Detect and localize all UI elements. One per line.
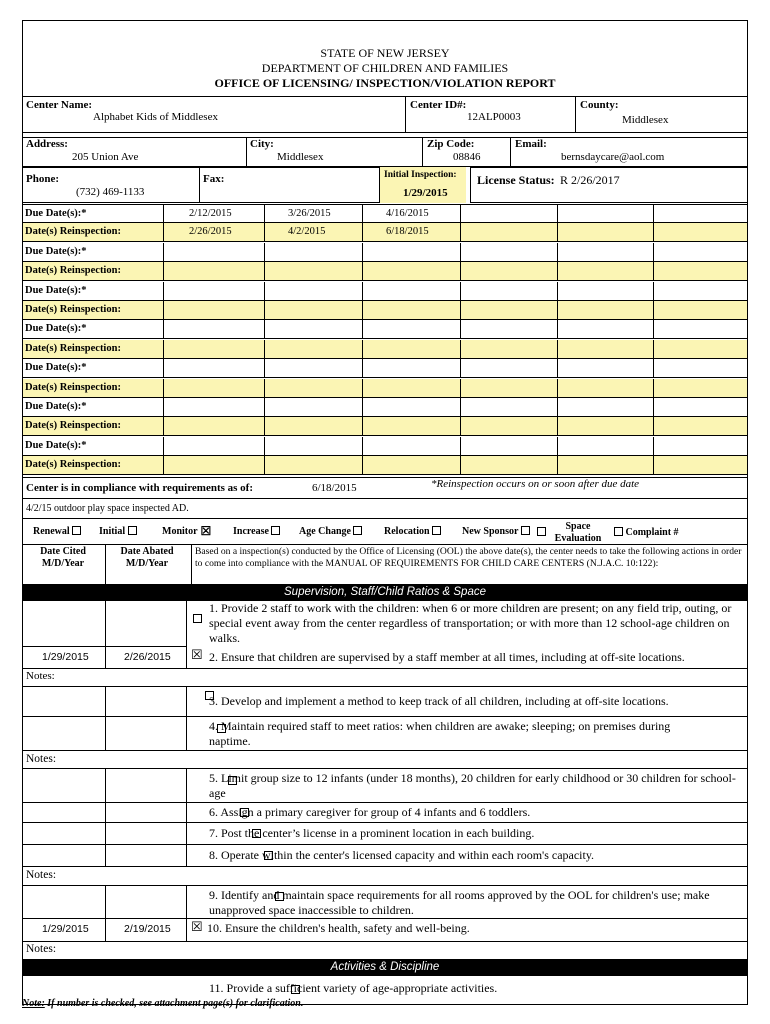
due-date-row	[22, 359, 748, 378]
county-value: Middlesex	[622, 114, 669, 126]
section-supervision-header: Supervision, Staff/Child Ratios & Space	[22, 584, 748, 601]
date-cited-header: Date Cited M/D/Year	[40, 546, 86, 569]
item-6-text: 6. Assign a primary caregiver for group of 4 infants and 6 toddlers.	[209, 805, 531, 819]
compliance-label: Center is in compliance with requirements as of:	[26, 482, 254, 494]
age-change-checkbox[interactable]	[353, 526, 362, 535]
remark-text: 4/2/15 outdoor play space inspected AD.	[26, 503, 189, 514]
zip-label: Zip Code:	[427, 138, 475, 150]
due-date-row	[22, 204, 748, 223]
notes-label-3: Notes:	[26, 869, 57, 881]
due-date-row	[22, 282, 748, 301]
reinspection-label: Date(s) Reinspection:	[25, 459, 121, 471]
type-new-sponsor	[462, 526, 530, 537]
reinspection-label: Date(s) Reinspection:	[25, 304, 121, 315]
address-label: Address:	[26, 138, 68, 150]
reinspection-date: 4/2/2015	[288, 226, 326, 238]
section-activities-header: Activities & Discipline	[22, 959, 748, 976]
footer-note-prefix: Note:	[22, 998, 45, 1009]
due-date-row	[22, 437, 748, 456]
renewal-checkbox[interactable]	[72, 526, 81, 535]
reinspection-row	[22, 340, 748, 359]
item-4-text: 4. Maintain required staff to meet ratios: when children are awake; sleeping; on premises during naptime.	[209, 719, 671, 748]
header-line-3: OFFICE OF LICENSING/ INSPECTION/VIOLATION REPORT	[214, 76, 556, 90]
reinspection-row	[22, 456, 748, 475]
license-status-label: License Status:	[477, 173, 555, 187]
type-new-sponsor-label: New Sponsor	[462, 526, 519, 537]
footer-note	[22, 998, 303, 1009]
type-renewal	[33, 526, 81, 537]
county-label: County:	[580, 99, 619, 111]
reinspection-date: 6/18/2015	[386, 226, 429, 238]
type-relocation-label: Relocation	[384, 526, 430, 537]
item-8-text: 8. Operate within the center's licensed capacity and within each room's capacity.	[209, 848, 595, 862]
header-line-1: STATE OF NEW JERSEY	[320, 46, 450, 60]
type-renewal-label: Renewal	[33, 526, 70, 537]
reinspection-row	[22, 417, 748, 436]
date-abated-header: Date Abated M/D/Year	[120, 546, 174, 569]
due-date-label: Due Date(s):*	[25, 323, 87, 335]
initial-checkbox[interactable]	[128, 526, 137, 535]
header-line-2: DEPARTMENT OF CHILDREN AND FAMILIES	[261, 61, 509, 75]
initial-inspection-label: Initial Inspection:	[384, 170, 457, 180]
complaint-checkbox[interactable]	[614, 527, 623, 536]
zip-value: 08846	[453, 151, 481, 163]
type-space-evaluation-label: Space Evaluation	[554, 521, 602, 544]
item-10-date-abated: 2/19/2015	[124, 923, 171, 935]
relocation-checkbox[interactable]	[432, 526, 441, 535]
notes-label-4: Notes:	[26, 943, 57, 955]
center-name-value: Alphabet Kids of Middlesex	[93, 111, 218, 123]
center-id-label: Center ID#:	[410, 99, 467, 111]
reinspection-row	[22, 223, 748, 242]
type-complaint	[614, 527, 679, 538]
type-increase	[233, 526, 280, 537]
phone-label: Phone:	[26, 173, 59, 185]
new-sponsor-checkbox[interactable]	[521, 526, 530, 535]
item-10-text: 10. Ensure the children's health, safety and well-being.	[207, 921, 470, 935]
type-initial	[99, 526, 137, 537]
type-monitor-label: Monitor	[162, 526, 198, 537]
reinspection-label: Date(s) Reinspection:	[25, 420, 121, 432]
reinspection-label: Date(s) Reinspection:	[25, 342, 121, 354]
email-label: Email:	[515, 138, 547, 150]
notes-label-2: Notes:	[26, 753, 57, 765]
due-date-row	[22, 243, 748, 262]
reinspection-label: Date(s) Reinspection:	[25, 265, 121, 277]
notes-label-1: Notes:	[26, 670, 55, 682]
phone-value: (732) 469-1133	[76, 186, 145, 198]
due-date-label: Due Date(s):*	[25, 284, 87, 296]
due-date: 2/12/2015	[189, 208, 232, 219]
due-date-label: Due Date(s):*	[25, 439, 87, 451]
item-10-date-cited: 1/29/2015	[42, 923, 89, 935]
inspection-intro-text: Based on a inspection(s) conducted by the Office of Licensing (OOL) the above date(s), the center needs to take the following actions in order to come into compliance with the MANUAL OF REQUIREMENTS FOR CHILD CARE CENTERS (N.J.A.C. 10:122):	[195, 546, 742, 569]
due-date: 3/26/2015	[288, 208, 331, 219]
item-7-text: 7. Post the center’s license in a prominent location in each building.	[209, 826, 535, 840]
center-id-value: 12ALP0003	[467, 111, 521, 123]
item-1-text: 1. Provide 2 staff to work with the children: when 6 or more children are present; on any field trip, outing, or special event away from the center regardless of transportation; or with more than 12 school-age children on walks.	[209, 601, 732, 645]
increase-checkbox[interactable]	[271, 526, 280, 535]
space-evaluation-checkbox[interactable]	[537, 527, 546, 536]
due-date-label: Due Date(s):*	[25, 208, 87, 219]
item-9-text: 9. Identify and maintain space requirements for all rooms approved by the OOL for children's use; make unapproved space inaccessible to children.	[209, 888, 710, 917]
reinspection-label: Date(s) Reinspection:	[25, 381, 121, 393]
type-relocation	[384, 526, 441, 537]
type-age-change-label: Age Change	[299, 526, 351, 537]
item-10-checkbox[interactable]: ☒	[191, 919, 203, 934]
initial-inspection-date: 1/29/2015	[403, 187, 448, 199]
city-label: City:	[250, 138, 274, 150]
type-initial-label: Initial	[99, 526, 126, 537]
item-2-date-abated: 2/26/2015	[124, 651, 171, 663]
item-3-text: 3. Develop and implement a method to keep track of all children, including at off-site locations.	[209, 694, 669, 708]
item-2-checkbox[interactable]: ☒	[191, 647, 203, 662]
reinspection-date: 2/26/2015	[189, 226, 232, 238]
license-status-value: R 2/26/2017	[560, 173, 620, 187]
item-1-checkbox[interactable]	[193, 614, 202, 623]
type-complaint-label: Complaint #	[625, 527, 679, 538]
due-date-label: Due Date(s):*	[25, 245, 87, 257]
reinspection-label: Date(s) Reinspection:	[25, 226, 121, 238]
due-date-row	[22, 320, 748, 339]
reinspection-row	[22, 262, 748, 281]
item-2-date-cited: 1/29/2015	[42, 651, 89, 663]
address-value: 205 Union Ave	[72, 151, 139, 163]
type-increase-label: Increase	[233, 526, 269, 537]
compliance-date: 6/18/2015	[312, 482, 357, 494]
city-value: Middlesex	[277, 151, 324, 163]
reinspection-row	[22, 301, 748, 320]
fax-label: Fax:	[203, 173, 225, 185]
email-value: bernsdaycare@aol.com	[561, 151, 665, 163]
reinspection-footnote: *Reinspection occurs on or soon after due date	[431, 478, 640, 490]
due-date-label: Due Date(s):*	[25, 362, 87, 374]
due-date-row	[22, 398, 748, 417]
due-date-label: Due Date(s):*	[25, 401, 87, 412]
reinspection-row	[22, 379, 748, 398]
due-date: 4/16/2015	[386, 208, 429, 219]
space-evaluation-checkbox-wrap	[537, 526, 546, 538]
monitor-checkbox[interactable]: ☒	[200, 524, 212, 538]
footer-note-text: If number is checked, see attachment page(s) for clarification.	[44, 998, 304, 1009]
item-2-text: 2. Ensure that children are supervised by a staff member at all times, including at off-site locations.	[209, 650, 685, 664]
center-name-label: Center Name:	[26, 99, 93, 111]
item-11-text: 11. Provide a sufficient variety of age-appropriate activities.	[209, 981, 498, 995]
type-monitor	[162, 526, 212, 537]
type-age-change	[299, 526, 362, 537]
item-5-text: 5. Limit group size to 12 infants (under 18 months), 20 children for early childhood or 30 children for school-age	[209, 771, 736, 800]
